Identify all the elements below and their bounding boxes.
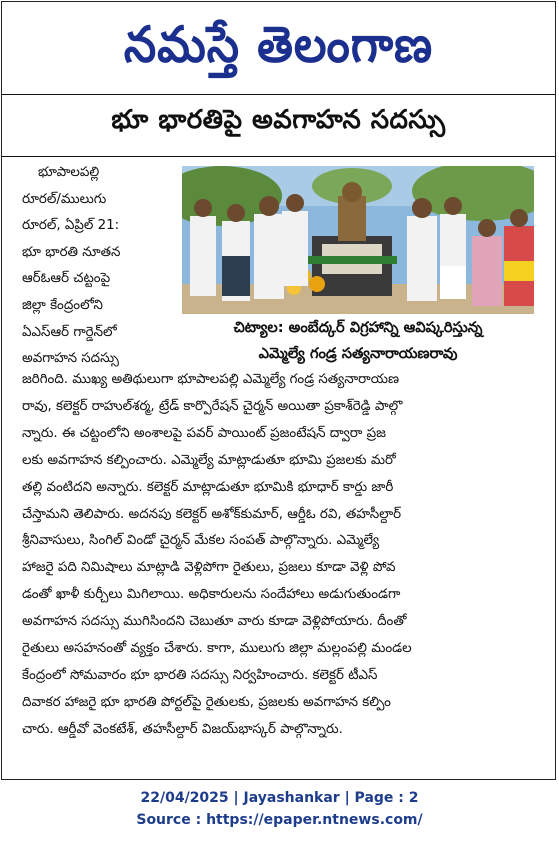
intro-line: భూపాలపల్లి: [38, 165, 100, 180]
body-line: లకు అవగాహన కల్పించారు. ఎమ్మెల్యే మాట్లాడుతూ భూమి ప్రజలకు మరో: [22, 452, 396, 468]
news-photo: [182, 166, 534, 314]
article-headline: భూ భారతిపై అవగాహన సదస్సు: [111, 105, 446, 135]
headline-divider: [2, 156, 555, 157]
article-intro-column: [22, 160, 182, 373]
body-line: డంతో ఖాళీ కుర్చీలు మిగిలాయి. అధికారులను సందేహాలు అడుగుతుండగా: [22, 587, 401, 603]
body-line: దివాకర హాజరై భూ భారతి పోర్టల్‌పై రైతులకు, ప్రజలకు అవగాహన కల్పిం: [22, 694, 391, 710]
masthead-divider: [2, 94, 555, 95]
statue-unveiling-photo: [182, 166, 534, 314]
source-footer: [0, 787, 559, 831]
body-line: చేస్తామని తెలిపారు. అదనపు కలెక్టర్ అశోక్‌కుమార్, ఆర్డీఓ రవి, తహసీల్దార్: [22, 506, 402, 522]
body-line: రైతులు అసహనంతో వ్యక్తం చేశారు. కాగా, ములుగు జిల్లా మల్లంపల్లి మండల: [22, 641, 412, 657]
intro-line: జిల్లా కేంద్రంలోని: [22, 297, 103, 313]
body-line: శ్రీనివాసులు, సింగిల్ విండో చైర్మన్ మేకల సంపత్ పాల్గొన్నారు. ఎమ్మెల్యే: [22, 533, 380, 549]
newspaper-masthead: నమస్తే తెలంగాణ: [123, 14, 434, 74]
photo-caption: [182, 315, 534, 367]
body-line: రావు, కలెక్టర్ రాహుల్‌శర్మ, ట్రేడ్ కార్పొరేషన్ చైర్మన్ అయితా ప్రకాశ్‌రెడ్డి పాల్గొ: [22, 398, 403, 414]
body-line: అవగాహన సదస్సు ముగిసిందని చెబుతూ వారు కూడా వెళ్లిపోయారు. దీంతో: [22, 614, 407, 630]
intro-line: భూ భారతి నూతన: [22, 244, 121, 260]
caption-line: చిట్యాల: అంబేద్కర్ విగ్రహాన్ని ఆవిష్కరిస్తున్న: [233, 319, 483, 336]
intro-line: రూరల్, ఏప్రిల్ 21:: [22, 218, 120, 234]
intro-line: అవగాహన సదస్సు: [22, 351, 119, 367]
clipping-frame: [1, 1, 556, 780]
body-line: న్నారు. ఈ చట్టంలోని అంశాలపై పవర్ పాయింట్ ప్రజంటేషన్ ద్వారా ప్రజ: [22, 425, 386, 441]
intro-line: రూరల్/ములుగు: [22, 191, 107, 207]
body-line: కేంద్రంలో సోమవారం భూ భారతి సదస్సు నిర్వహించారు. కలెక్టర్ టీఎస్: [22, 667, 378, 683]
body-line: హాజరై పది నిమిషాలు మాట్లాడి వెళ్లిపోగా రైతులు, ప్రజలు కూడా వెళ్లి పోవ: [22, 560, 396, 576]
intro-line: ఆర్ఓఆర్ చట్టంపై: [22, 271, 111, 287]
article-body: [22, 367, 537, 744]
body-line: తల్లి వంటిదని అన్నారు. కలెక్టర్ మాట్లాడుతూ భూమికి భూధార్ కార్డు జారీ: [22, 479, 394, 495]
body-line: చారు. ఆర్డీవో వెంకటేశ్, తహసీల్దార్ విజయ్‌భాస్కర్ పాల్గొన్నారు.: [22, 721, 343, 737]
caption-line: ఎమ్మెల్యే గండ్ర సత్యనారాయణరావు: [258, 345, 458, 362]
footer-source-link[interactable]: Source : https://epaper.ntnews.com/: [136, 812, 423, 828]
body-line: జరిగింది. ముఖ్య అతిథులుగా భూపాలపల్లి ఎమ్మెల్యే గండ్ర సత్యనారాయణ: [22, 372, 399, 387]
footer-date-edition: 22/04/2025 | Jayashankar | Page : 2: [140, 790, 419, 806]
intro-line: ఏఎస్ఆర్ గార్డెన్‌లో: [22, 324, 117, 340]
